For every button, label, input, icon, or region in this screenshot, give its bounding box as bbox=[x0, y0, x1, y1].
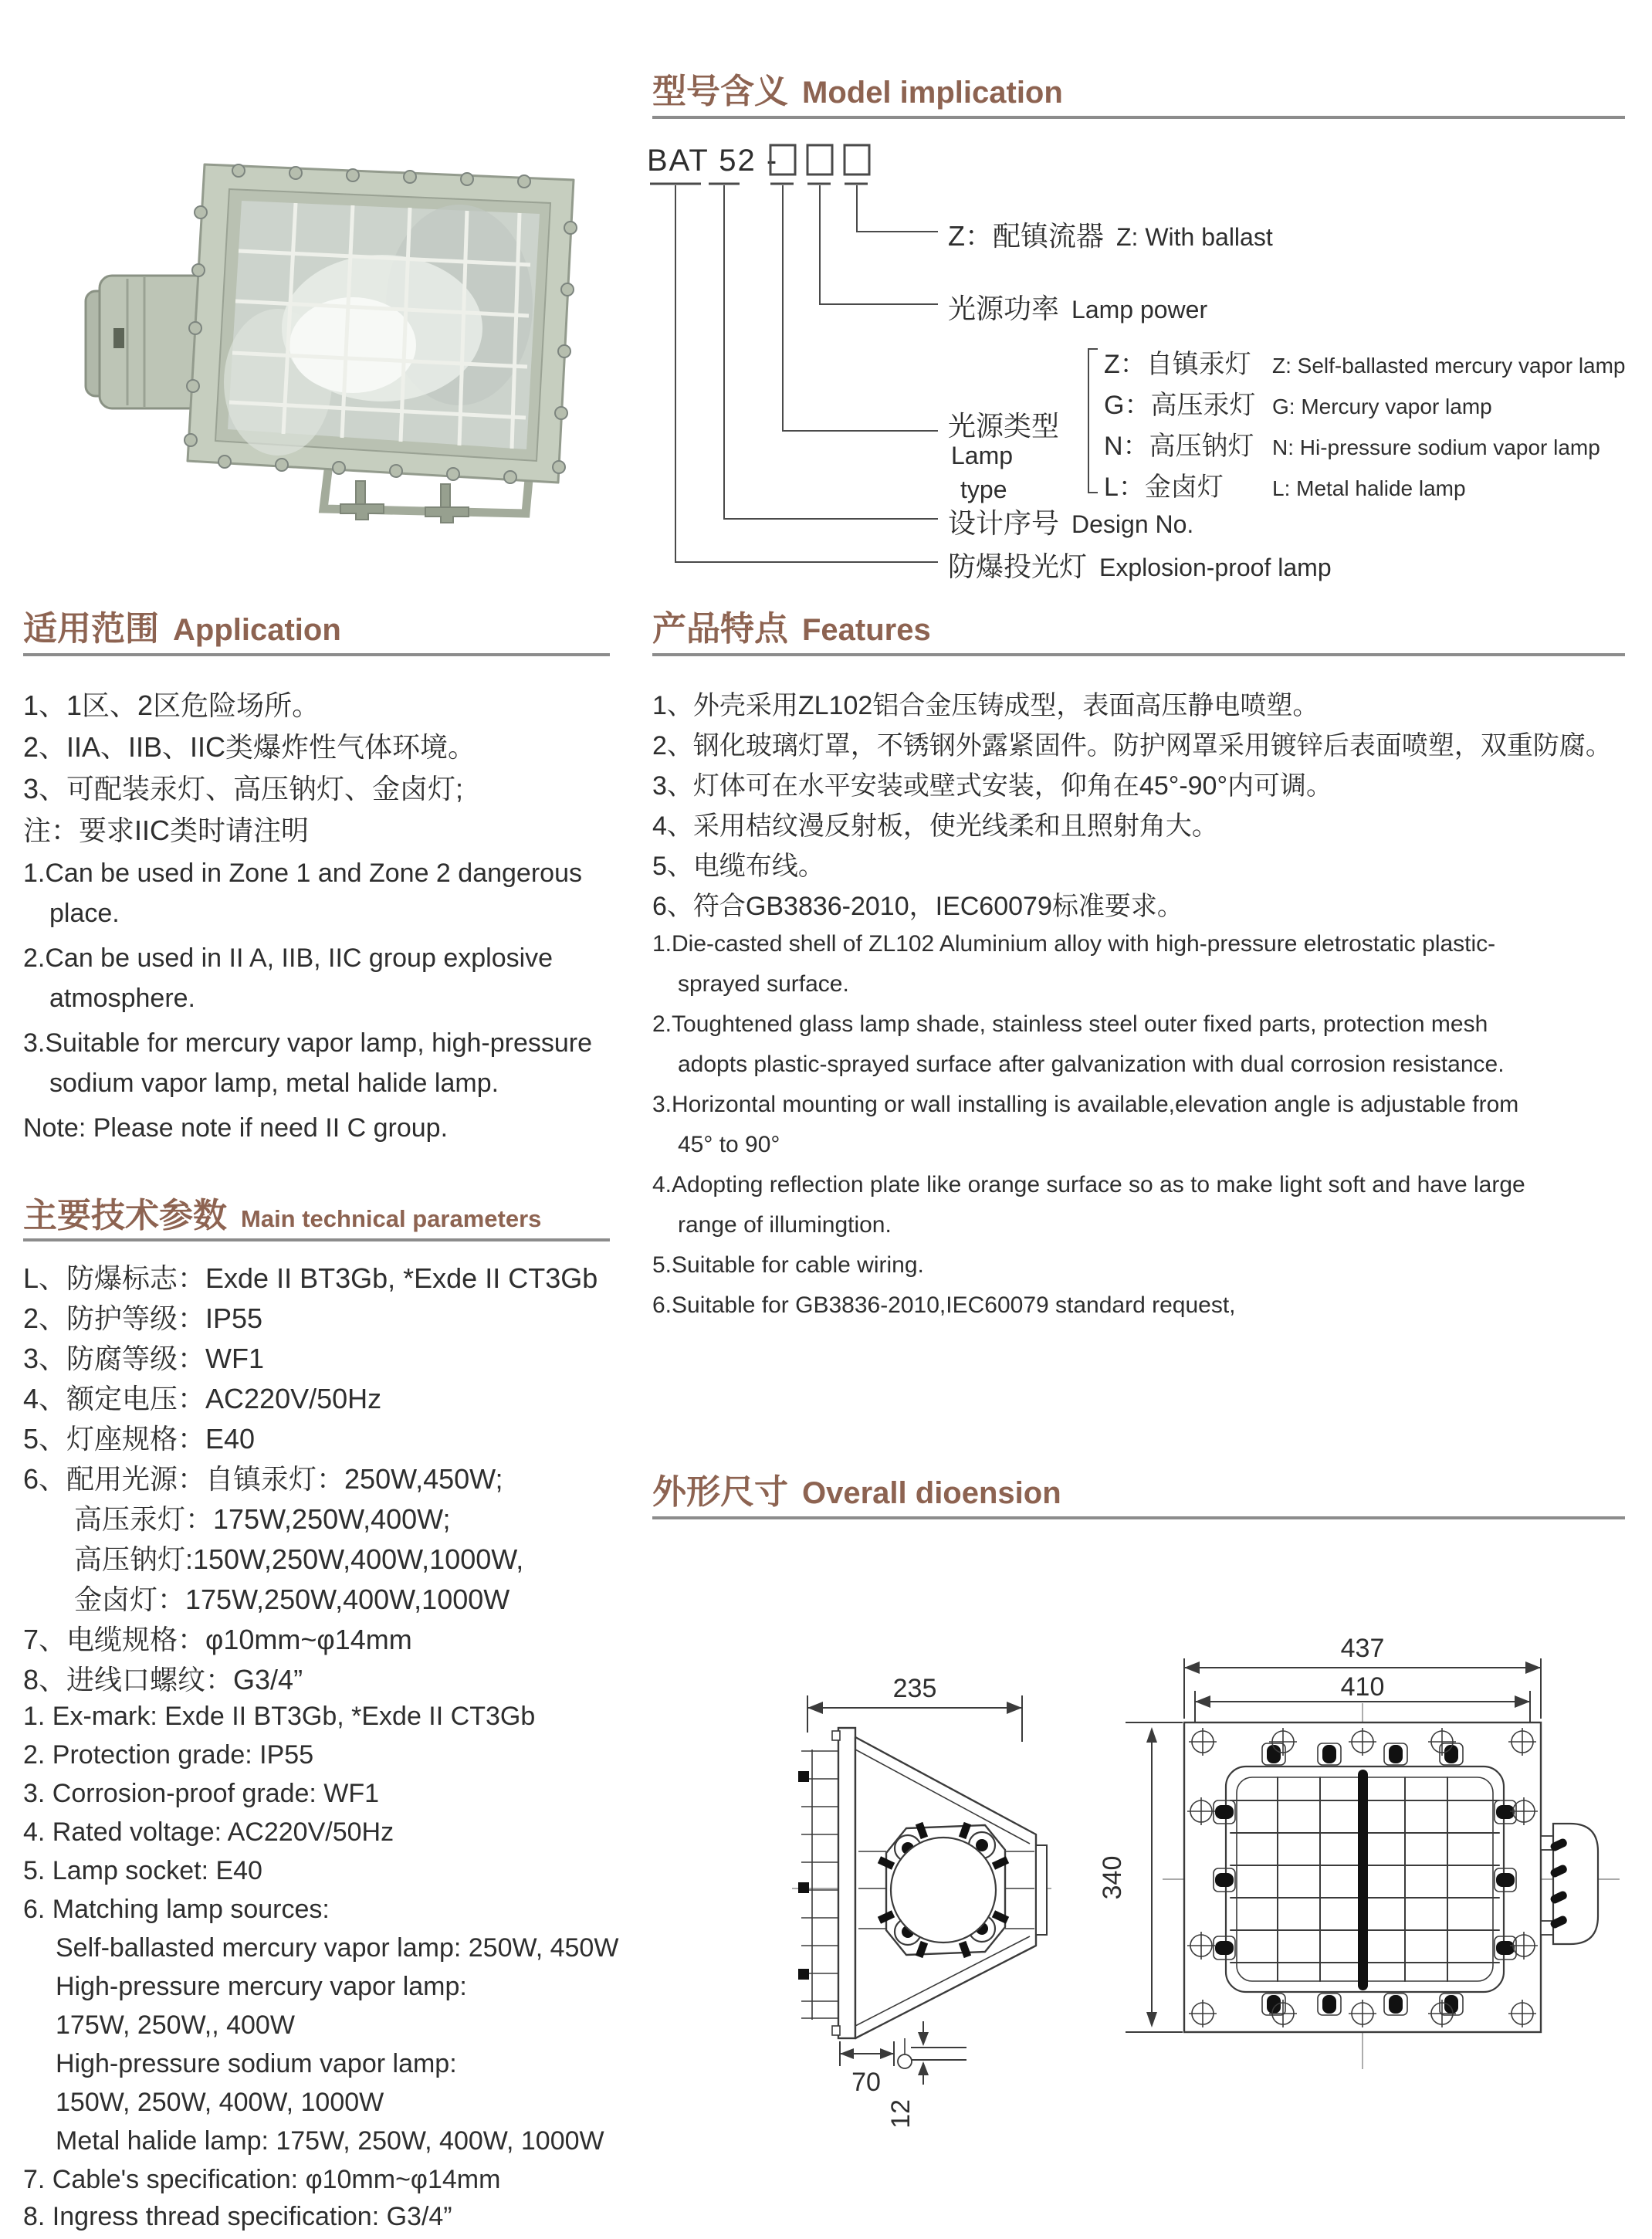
design-no-label-en: Design No. bbox=[1071, 510, 1194, 538]
front-view-drawing bbox=[1098, 1634, 1620, 2069]
callout-ballast bbox=[948, 215, 1273, 254]
lamp-power-label-en: Lamp power bbox=[1071, 296, 1208, 323]
list-item: Note: Please note if need II C group. bbox=[23, 1113, 449, 1143]
list-item: 8. Ingress thread specification: G3/4” bbox=[23, 2202, 452, 2231]
list-item: atmosphere. bbox=[49, 984, 195, 1013]
lamp-power-label-zh: 光源功率 bbox=[948, 293, 1060, 324]
list-item: 2.Can be used in II A, IIB, IIC group explosive bbox=[23, 943, 553, 973]
list-item: High-pressure mercury vapor lamp: bbox=[56, 1972, 467, 2001]
dim-label-front-overall-width: 437 bbox=[1340, 1634, 1385, 1663]
list-item: High-pressure sodium vapor lamp: bbox=[56, 2049, 457, 2078]
list-item: 高压钠灯:150W,250W,400W,1000W, bbox=[74, 1543, 524, 1575]
parameters-section-header bbox=[23, 1187, 541, 1237]
model-title-en: Model implication bbox=[802, 76, 1063, 110]
option-g-en: G: Mercury vapor lamp bbox=[1272, 395, 1492, 418]
ballast-label-zh: Z：配镇流器 bbox=[948, 220, 1104, 252]
list-item: 7、电缆规格：φ10mm~φ14mm bbox=[23, 1624, 412, 1655]
model-title-zh: 型号含义 bbox=[652, 73, 788, 110]
list-item: 5、电缆布线。 bbox=[652, 852, 824, 881]
callout-design-no bbox=[948, 502, 1193, 541]
lamp-type-label-zh: 光源类型 bbox=[948, 410, 1060, 442]
application-section-header bbox=[23, 601, 341, 650]
list-item: place. bbox=[49, 899, 120, 928]
ballast-label-en: Z: With ballast bbox=[1116, 223, 1273, 251]
parameters-title-zh: 主要技术参数 bbox=[23, 1197, 227, 1235]
option-g-zh: G：高压汞灯 bbox=[1104, 391, 1256, 420]
list-item: 2. Protection grade: IP55 bbox=[23, 1740, 314, 1770]
model-prefix: BAT 52 - bbox=[647, 144, 779, 178]
application-title-en: Application bbox=[173, 613, 341, 647]
application-section-rule bbox=[23, 653, 610, 656]
list-item: L、防爆标志：Exde II BT3Gb, *Exde II CT3Gb bbox=[23, 1262, 598, 1294]
list-item: 8、进线口螺纹：G3/4” bbox=[23, 1664, 303, 1695]
list-item: sodium vapor lamp, metal halide lamp. bbox=[49, 1069, 499, 1098]
callout-product bbox=[948, 545, 1332, 584]
product-label-zh: 防爆投光灯 bbox=[948, 550, 1088, 582]
list-item: Metal halide lamp: 175W, 250W, 400W, 1000W bbox=[56, 2126, 604, 2156]
list-item: 2、防护等级：IP55 bbox=[23, 1302, 263, 1334]
dimensions-section-rule bbox=[652, 1516, 1625, 1519]
list-item: 45° to 90° bbox=[678, 1132, 780, 1157]
list-item: 4、额定电压：AC220V/50Hz bbox=[23, 1383, 382, 1414]
list-item: adopts plastic-sprayed surface after galvanization with dual corrosion resistance. bbox=[678, 1052, 1505, 1077]
list-item: 3、可配装汞灯、高压钠灯、金卤灯; bbox=[23, 773, 464, 804]
list-item: 1.Can be used in Zone 1 and Zone 2 dangerous bbox=[23, 859, 582, 888]
lamp-type-option bbox=[1104, 343, 1626, 381]
list-item: 2、IIA、IIB、IIC类爆炸性气体环境。 bbox=[23, 731, 476, 763]
lamp-type-option bbox=[1104, 425, 1600, 462]
option-n-zh: N：高压钠灯 bbox=[1104, 432, 1254, 461]
list-item: 4. Rated voltage: AC220V/50Hz bbox=[23, 1817, 394, 1847]
option-z-zh: Z：自镇汞灯 bbox=[1104, 350, 1251, 379]
list-item: 2.Toughtened glass lamp shade, stainless steel outer fixed parts, protection mesh bbox=[652, 1011, 1488, 1037]
dim-label-side-foot: 70 bbox=[851, 2068, 881, 2097]
dimension-drawings bbox=[757, 1606, 1652, 2239]
list-item: 1、1区、2区危险场所。 bbox=[23, 689, 320, 721]
list-item: 6.Suitable for GB3836-2010,IEC60079 standard request, bbox=[652, 1292, 1236, 1318]
list-item: 5、灯座规格：E40 bbox=[23, 1423, 256, 1455]
list-item: 2、钢化玻璃灯罩，不锈钢外露紧固件。防护网罩采用镀锌后表面喷塑，双重防腐。 bbox=[652, 731, 1612, 760]
list-item: 6、配用光源：自镇汞灯：250W,450W; bbox=[23, 1463, 503, 1495]
dimensions-title-zh: 外形尺寸 bbox=[652, 1473, 788, 1511]
parameters-section-rule bbox=[23, 1238, 610, 1241]
application-title-zh: 适用范围 bbox=[23, 610, 159, 648]
list-item: 5. Lamp socket: E40 bbox=[23, 1856, 262, 1885]
features-section-header bbox=[652, 601, 931, 650]
list-item: 3.Horizontal mounting or wall installing is available,elevation angle is adjustable from bbox=[652, 1092, 1519, 1117]
list-item: 6. Matching lamp sources: bbox=[23, 1895, 330, 1924]
list-item: 6、符合GB3836-2010，IEC60079标准要求。 bbox=[652, 892, 1183, 921]
dim-label-front-height: 340 bbox=[1098, 1855, 1127, 1900]
list-item: 1. Ex-mark: Exde II BT3Gb, *Exde II CT3Gb bbox=[23, 1702, 536, 1731]
list-item: 1、外壳采用ZL102铝合金压铸成型，表面高压静电喷塑。 bbox=[652, 691, 1319, 720]
list-item: 1.Die-casted shell of ZL102 Aluminium alloy with high-pressure eletrostatic plastic- bbox=[652, 931, 1496, 957]
features-title-en: Features bbox=[802, 613, 931, 647]
dim-label-side-offset: 12 bbox=[886, 2099, 916, 2129]
dim-label-side-width: 235 bbox=[892, 1674, 937, 1703]
product-label-en: Explosion-proof lamp bbox=[1099, 554, 1332, 581]
parameters-title-en: Main technical parameters bbox=[241, 1205, 542, 1232]
list-item: 175W, 250W,, 400W bbox=[56, 2010, 295, 2040]
list-item: 注：要求IIC类时请注明 bbox=[23, 815, 310, 846]
list-item: 4、采用桔纹漫反射板，使光线柔和且照射角大。 bbox=[652, 811, 1218, 841]
list-item: 金卤灯：175W,250W,400W,1000W bbox=[74, 1584, 510, 1615]
option-l-zh: L：金卤灯 bbox=[1104, 473, 1224, 502]
latch-handle bbox=[1541, 1824, 1598, 1944]
list-item: 7. Cable's specification: φ10mm~φ14mm bbox=[23, 2165, 501, 2194]
product-photo bbox=[73, 97, 591, 525]
option-z-en: Z: Self-ballasted mercury vapor lamp bbox=[1272, 354, 1626, 378]
lamp-type-label-en2: type bbox=[960, 476, 1007, 503]
dimensions-title-en: Overall dioension bbox=[802, 1476, 1061, 1510]
list-item: 高压汞灯：175W,250W,400W; bbox=[74, 1503, 451, 1535]
list-item: 5.Suitable for cable wiring. bbox=[652, 1252, 924, 1278]
design-no-label-zh: 设计序号 bbox=[948, 507, 1060, 539]
features-section-rule bbox=[652, 653, 1625, 656]
list-item: Self-ballasted mercury vapor lamp: 250W, 450W bbox=[56, 1933, 619, 1963]
option-l-en: L: Metal halide lamp bbox=[1272, 476, 1466, 500]
dim-label-front-inner-width: 410 bbox=[1340, 1672, 1385, 1702]
list-item: range of illumingtion. bbox=[678, 1212, 892, 1238]
list-item: 3、灯体可在水平安装或壁式安装，仰角在45°-90°内可调。 bbox=[652, 771, 1333, 801]
list-item: sprayed surface. bbox=[678, 971, 849, 997]
dimensions-section-header bbox=[652, 1464, 1061, 1513]
lamp-type-option bbox=[1104, 384, 1492, 422]
list-item: 4.Adopting reflection plate like orange surface so as to make light soft and have large bbox=[652, 1172, 1525, 1197]
lamp-type-option bbox=[1104, 466, 1466, 503]
model-section-header bbox=[652, 63, 1063, 113]
list-item: 3. Corrosion-proof grade: WF1 bbox=[23, 1779, 380, 1808]
features-title-zh: 产品特点 bbox=[652, 610, 788, 648]
list-item: 3、防腐等级：WF1 bbox=[23, 1343, 265, 1374]
side-view-drawing bbox=[792, 1674, 1051, 2129]
lamp-type-label-en1: Lamp bbox=[951, 442, 1014, 469]
list-item: 3.Suitable for mercury vapor lamp, high-pressure bbox=[23, 1028, 592, 1058]
option-n-en: N: Hi-pressure sodium vapor lamp bbox=[1272, 435, 1600, 459]
callout-lamp-power bbox=[948, 287, 1207, 327]
list-item: 150W, 250W, 400W, 1000W bbox=[56, 2088, 384, 2117]
